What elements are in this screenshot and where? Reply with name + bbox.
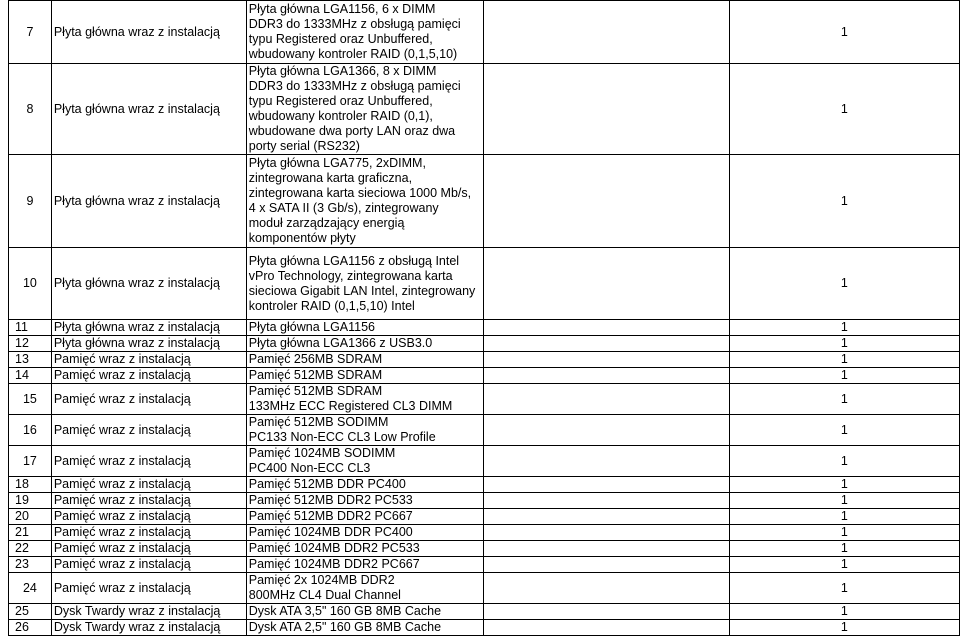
item-name: Pamięć wraz z instalacją bbox=[51, 573, 246, 604]
item-quantity: 1 bbox=[729, 604, 959, 620]
item-quantity: 1 bbox=[729, 509, 959, 525]
table-row bbox=[9, 604, 960, 620]
item-description: Pamięć 2x 1024MB DDR2 800MHz CL4 Dual Channel bbox=[246, 573, 483, 604]
item-quantity: 1 bbox=[729, 155, 959, 248]
table-row bbox=[9, 415, 960, 446]
row-number: 17 bbox=[9, 446, 52, 477]
row-number: 15 bbox=[9, 384, 52, 415]
table-row bbox=[9, 248, 960, 320]
empty-cell bbox=[483, 1, 729, 64]
item-quantity: 1 bbox=[729, 248, 959, 320]
table-row bbox=[9, 384, 960, 415]
item-name: Pamięć wraz z instalacją bbox=[51, 368, 246, 384]
item-description: Pamięć 512MB DDR2 PC533 bbox=[246, 493, 483, 509]
item-quantity: 1 bbox=[729, 352, 959, 368]
item-description: Pamięć 256MB SDRAM bbox=[246, 352, 483, 368]
table-row bbox=[9, 541, 960, 557]
table-row bbox=[9, 493, 960, 509]
item-description: Pamięć 1024MB DDR2 PC667 bbox=[246, 557, 483, 573]
item-quantity: 1 bbox=[729, 415, 959, 446]
table-row bbox=[9, 477, 960, 493]
item-quantity: 1 bbox=[729, 493, 959, 509]
row-number: 13 bbox=[9, 352, 52, 368]
empty-cell bbox=[483, 557, 729, 573]
item-description: Płyta główna LGA1366 z USB3.0 bbox=[246, 336, 483, 352]
table-row bbox=[9, 352, 960, 368]
table-row bbox=[9, 155, 960, 248]
empty-cell bbox=[483, 415, 729, 446]
item-description: Dysk ATA 3,5" 160 GB 8MB Cache bbox=[246, 604, 483, 620]
empty-cell bbox=[483, 525, 729, 541]
table-row bbox=[9, 573, 960, 604]
empty-cell bbox=[483, 368, 729, 384]
item-quantity: 1 bbox=[729, 573, 959, 604]
table-row bbox=[9, 64, 960, 155]
item-name: Pamięć wraz z instalacją bbox=[51, 446, 246, 477]
item-description: Pamięć 512MB SDRAM 133MHz ECC Registered CL3 DIMM bbox=[246, 384, 483, 415]
table-row bbox=[9, 620, 960, 636]
row-number: 21 bbox=[9, 525, 52, 541]
item-name: Dysk Twardy wraz z instalacją bbox=[51, 604, 246, 620]
item-description: Dysk ATA 2,5" 160 GB 8MB Cache bbox=[246, 620, 483, 636]
empty-cell bbox=[483, 248, 729, 320]
item-name: Pamięć wraz z instalacją bbox=[51, 541, 246, 557]
row-number: 20 bbox=[9, 509, 52, 525]
empty-cell bbox=[483, 620, 729, 636]
row-number: 8 bbox=[9, 64, 52, 155]
equipment-table bbox=[8, 0, 960, 636]
item-description: Pamięć 1024MB DDR PC400 bbox=[246, 525, 483, 541]
item-name: Pamięć wraz z instalacją bbox=[51, 352, 246, 368]
empty-cell bbox=[483, 541, 729, 557]
row-number: 25 bbox=[9, 604, 52, 620]
item-description: Płyta główna LGA1156 bbox=[246, 320, 483, 336]
item-name: Pamięć wraz z instalacją bbox=[51, 384, 246, 415]
empty-cell bbox=[483, 493, 729, 509]
row-number: 26 bbox=[9, 620, 52, 636]
item-name: Płyta główna wraz z instalacją bbox=[51, 336, 246, 352]
item-name: Płyta główna wraz z instalacją bbox=[51, 248, 246, 320]
row-number: 19 bbox=[9, 493, 52, 509]
item-name: Płyta główna wraz z instalacją bbox=[51, 64, 246, 155]
row-number: 10 bbox=[9, 248, 52, 320]
table-row bbox=[9, 1, 960, 64]
item-quantity: 1 bbox=[729, 477, 959, 493]
item-description: Pamięć 1024MB DDR2 PC533 bbox=[246, 541, 483, 557]
item-quantity: 1 bbox=[729, 368, 959, 384]
row-number: 9 bbox=[9, 155, 52, 248]
item-quantity: 1 bbox=[729, 525, 959, 541]
row-number: 11 bbox=[9, 320, 52, 336]
row-number: 7 bbox=[9, 1, 52, 64]
item-quantity: 1 bbox=[729, 557, 959, 573]
item-description: Płyta główna LGA1156, 6 x DIMM DDR3 do 1333MHz z obsługą pamięci typu Registered oraz Unbuffered, wbudowany kontroler RAID (0,1,5,10) bbox=[246, 1, 483, 64]
table-row bbox=[9, 509, 960, 525]
table-row bbox=[9, 336, 960, 352]
item-description: Pamięć 1024MB SODIMM PC400 Non-ECC CL3 bbox=[246, 446, 483, 477]
item-quantity: 1 bbox=[729, 620, 959, 636]
table-row bbox=[9, 525, 960, 541]
item-name: Płyta główna wraz z instalacją bbox=[51, 1, 246, 64]
item-description: Pamięć 512MB SODIMM PC133 Non-ECC CL3 Low Profile bbox=[246, 415, 483, 446]
empty-cell bbox=[483, 446, 729, 477]
table-row bbox=[9, 368, 960, 384]
row-number: 22 bbox=[9, 541, 52, 557]
equipment-table-body bbox=[9, 1, 960, 636]
table-row bbox=[9, 557, 960, 573]
item-name: Pamięć wraz z instalacją bbox=[51, 477, 246, 493]
empty-cell bbox=[483, 604, 729, 620]
row-number: 23 bbox=[9, 557, 52, 573]
item-description: Płyta główna LGA1156 z obsługą Intel vPro Technology, zintegrowana karta sieciowa Gigabit LAN Intel, zintegrowany kontroler RAID (0,1,5,10) Intel bbox=[246, 248, 483, 320]
item-name: Pamięć wraz z instalacją bbox=[51, 509, 246, 525]
item-quantity: 1 bbox=[729, 541, 959, 557]
item-name: Płyta główna wraz z instalacją bbox=[51, 320, 246, 336]
item-name: Pamięć wraz z instalacją bbox=[51, 493, 246, 509]
item-quantity: 1 bbox=[729, 446, 959, 477]
item-description: Pamięć 512MB DDR PC400 bbox=[246, 477, 483, 493]
item-description: Płyta główna LGA775, 2xDIMM, zintegrowana karta graficzna, zintegrowana karta sieciowa 1000 Mb/s, 4 x SATA II (3 Gb/s), zintegrowany moduł zarządzający energią komponentów płyty bbox=[246, 155, 483, 248]
item-description: Pamięć 512MB SDRAM bbox=[246, 368, 483, 384]
item-description: Płyta główna LGA1366, 8 x DIMM DDR3 do 1333MHz z obsługą pamięci typu Registered oraz Unbuffered, wbudowany kontroler RAID (0,1), wbudowane dwa porty LAN oraz dwa porty serial (RS232) bbox=[246, 64, 483, 155]
row-number: 18 bbox=[9, 477, 52, 493]
empty-cell bbox=[483, 336, 729, 352]
item-name: Pamięć wraz z instalacją bbox=[51, 415, 246, 446]
item-name: Pamięć wraz z instalacją bbox=[51, 525, 246, 541]
table-row bbox=[9, 446, 960, 477]
empty-cell bbox=[483, 509, 729, 525]
item-quantity: 1 bbox=[729, 64, 959, 155]
empty-cell bbox=[483, 320, 729, 336]
table-row bbox=[9, 320, 960, 336]
item-name: Dysk Twardy wraz z instalacją bbox=[51, 620, 246, 636]
empty-cell bbox=[483, 384, 729, 415]
row-number: 12 bbox=[9, 336, 52, 352]
item-quantity: 1 bbox=[729, 384, 959, 415]
empty-cell bbox=[483, 573, 729, 604]
empty-cell bbox=[483, 64, 729, 155]
item-name: Pamięć wraz z instalacją bbox=[51, 557, 246, 573]
row-number: 16 bbox=[9, 415, 52, 446]
item-quantity: 1 bbox=[729, 336, 959, 352]
item-quantity: 1 bbox=[729, 1, 959, 64]
row-number: 24 bbox=[9, 573, 52, 604]
empty-cell bbox=[483, 155, 729, 248]
empty-cell bbox=[483, 477, 729, 493]
item-name: Płyta główna wraz z instalacją bbox=[51, 155, 246, 248]
item-description: Pamięć 512MB DDR2 PC667 bbox=[246, 509, 483, 525]
empty-cell bbox=[483, 352, 729, 368]
row-number: 14 bbox=[9, 368, 52, 384]
item-quantity: 1 bbox=[729, 320, 959, 336]
